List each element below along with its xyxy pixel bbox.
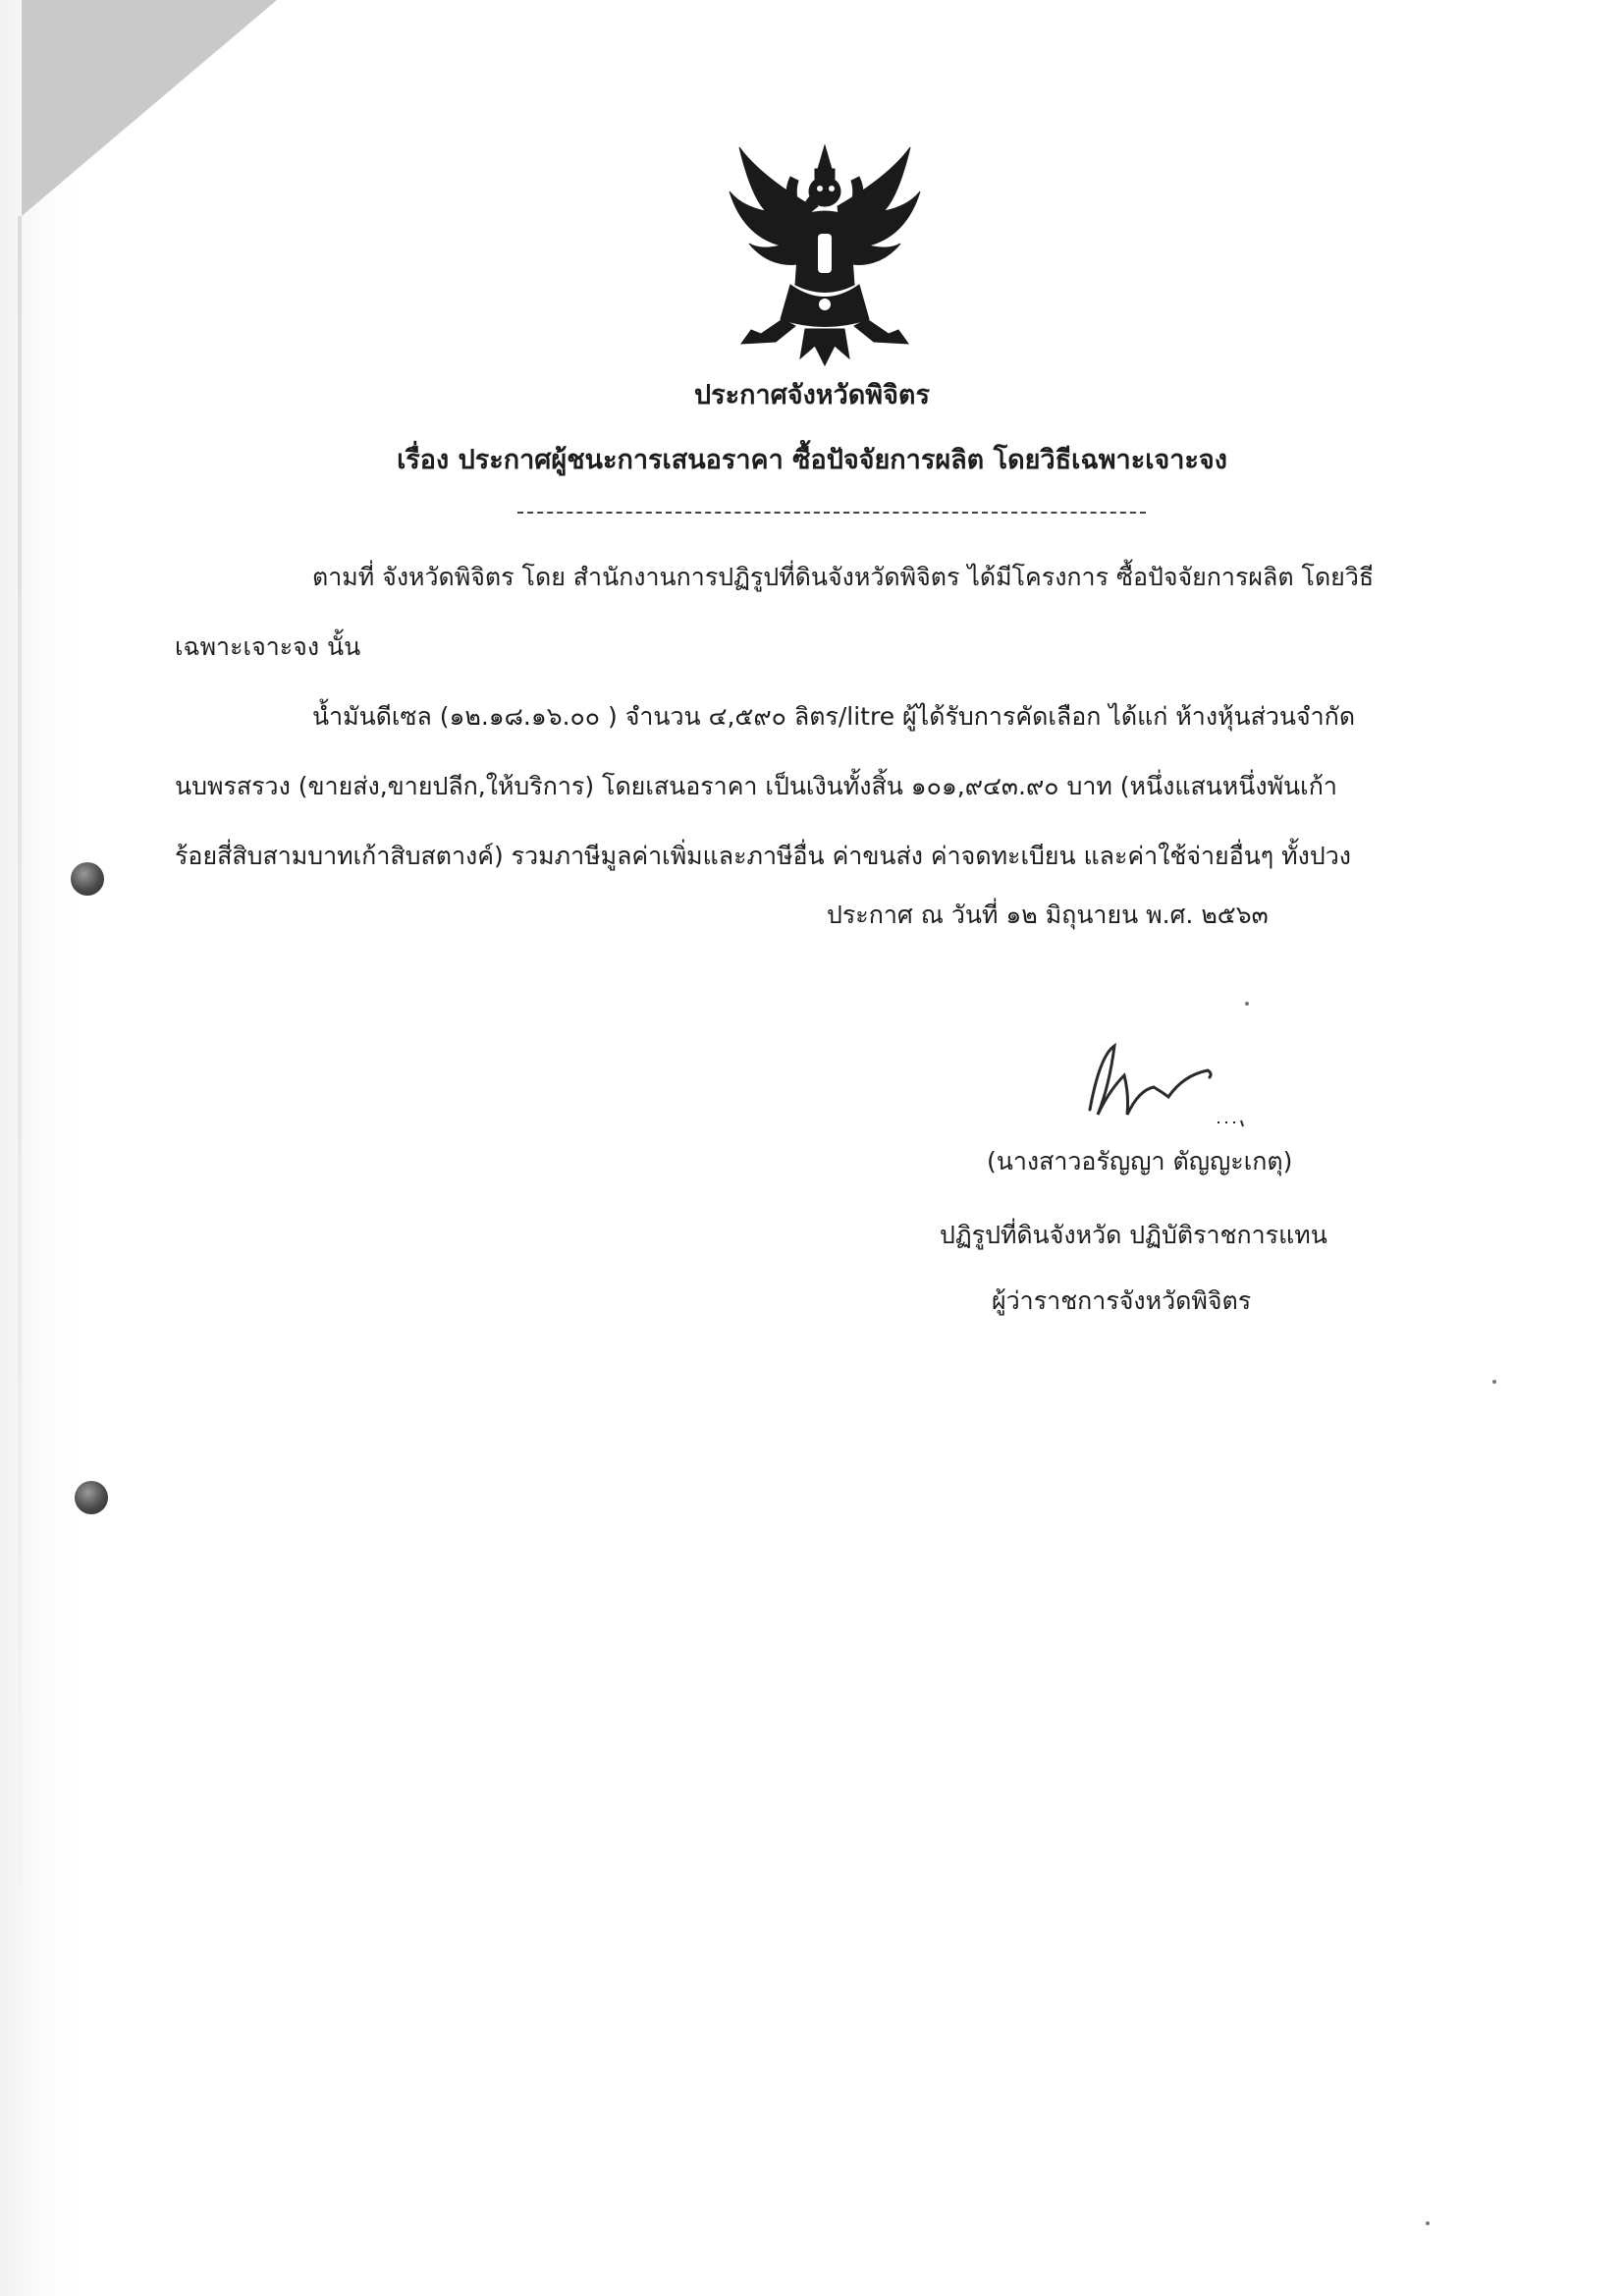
signatory-on-behalf-of: ผู้ว่าราชการจังหวัดพิจิตร bbox=[992, 1286, 1252, 1315]
title-divider bbox=[517, 512, 1146, 514]
announcement-date: ประกาศ ณ วันที่ ๑๒ มิถุนายน พ.ศ. ๒๕๖๓ bbox=[827, 901, 1269, 929]
paragraph-line: ร้อยสี่สิบสามบาทเก้าสิบสตางค์) รวมภาษีมูลค่าเพิ่มและภาษีอื่น ค่าขนส่ง ค่าจดทะเบียน และค่าใช้จ่ายอื่นๆ ทั้งปวง bbox=[175, 842, 1351, 870]
page-corner-fold bbox=[22, 0, 277, 216]
document-subject: เรื่อง ประกาศผู้ชนะการเสนอราคา ซื้อปัจจัยการผลิต โดยวิธีเฉพาะเจาะจง bbox=[397, 445, 1227, 475]
signatory-name: (นางสาวอรัญญา ตัญญะเกตุ) bbox=[987, 1147, 1293, 1175]
paragraph-line: น้ำมันดีเซล (๑๒.๑๘.๑๖.๐๐ ) จำนวน ๔,๕๙๐ ลิตร/litre ผู้ได้รับการคัดเลือก ได้แก่ ห้างหุ้นส่วนจำกัด bbox=[312, 702, 1356, 731]
paragraph-line: ตามที่ จังหวัดพิจิตร โดย สำนักงานการปฏิรูปที่ดินจังหวัดพิจิตร ได้มีโครงการ ซื้อปัจจัยการผลิต โดยวิธี bbox=[312, 563, 1375, 591]
paragraph-line: เฉพาะเจาะจง นั้น bbox=[175, 632, 361, 661]
document-title: ประกาศจังหวัดพิจิตร bbox=[694, 380, 930, 410]
scan-speck bbox=[1245, 1002, 1249, 1006]
garuda-emblem-icon bbox=[722, 137, 928, 368]
scan-speck bbox=[1426, 2221, 1430, 2225]
body-paragraph-award bbox=[175, 682, 1451, 891]
signatory-position: ปฏิรูปที่ดินจังหวัด ปฏิบัติราชการแทน bbox=[940, 1221, 1327, 1249]
punch-hole bbox=[75, 1481, 108, 1514]
body-paragraph-intro bbox=[175, 542, 1451, 682]
handwritten-signature bbox=[1070, 1036, 1267, 1134]
scan-speck bbox=[1492, 1380, 1496, 1384]
paragraph-line: นบพรสรวง (ขายส่ง,ขายปลีก,ให้บริการ) โดยเสนอราคา เป็นเงินทั้งสิ้น ๑๐๑,๙๔๓.๙๐ บาท (หนึ่งแสนหนึ่งพันเก้า bbox=[175, 772, 1337, 800]
punch-hole bbox=[71, 862, 104, 896]
